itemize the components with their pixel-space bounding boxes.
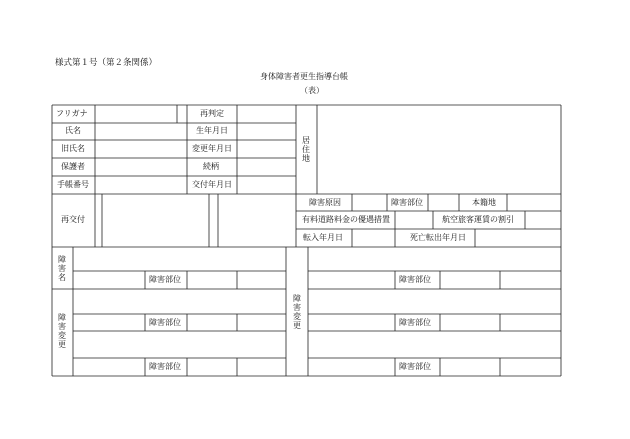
issue-date-label: 交付年月日 xyxy=(192,180,232,189)
change-date-label: 変更年月日 xyxy=(192,144,232,153)
site-label: 障害部位 xyxy=(391,198,423,207)
toll-road-label: 有料道路料金の優遇措置 xyxy=(302,215,390,224)
form-title: 身体障害者更生指導台帳 xyxy=(260,72,348,81)
relation-label: 続柄 xyxy=(203,162,219,171)
disability-name-label: 障害名 xyxy=(58,255,66,282)
site-label-right-2: 障害部位 xyxy=(399,318,431,327)
name-label: 氏名 xyxy=(65,126,81,135)
death-out-date-label: 死亡転出年月日 xyxy=(410,233,466,242)
old-name-label: 旧氏名 xyxy=(61,144,85,153)
site-label-right-1: 障害部位 xyxy=(399,275,431,284)
domicile-label: 本籍地 xyxy=(472,198,496,207)
cause-label: 障害原因 xyxy=(309,198,341,207)
form-number: 様式第１号（第２条関係） xyxy=(55,58,158,68)
reissue-label: 再交付 xyxy=(61,215,85,224)
furigana-label: フリガナ xyxy=(56,109,88,118)
move-in-date-label: 転入年月日 xyxy=(303,233,343,242)
disability-change-label: 障害変更 xyxy=(58,313,66,349)
guardian-label: 保護者 xyxy=(61,162,85,171)
site-label-left-2: 障害部位 xyxy=(149,318,181,327)
site-label-left-1: 障害部位 xyxy=(149,275,181,284)
disability-change-right-label: 障害変更 xyxy=(293,294,301,330)
rehan-label: 再判定 xyxy=(200,109,224,118)
handbook-number-label: 手帳番号 xyxy=(57,180,89,189)
site-label-right-3: 障害部位 xyxy=(399,362,431,371)
site-label-left-3: 障害部位 xyxy=(149,362,181,371)
air-discount-label: 航空旅客運賃の割引 xyxy=(442,215,514,224)
residence-label: 居住地 xyxy=(302,136,310,163)
birthdate-label: 生年月日 xyxy=(196,126,228,135)
form-subtitle: （表） xyxy=(300,86,324,95)
